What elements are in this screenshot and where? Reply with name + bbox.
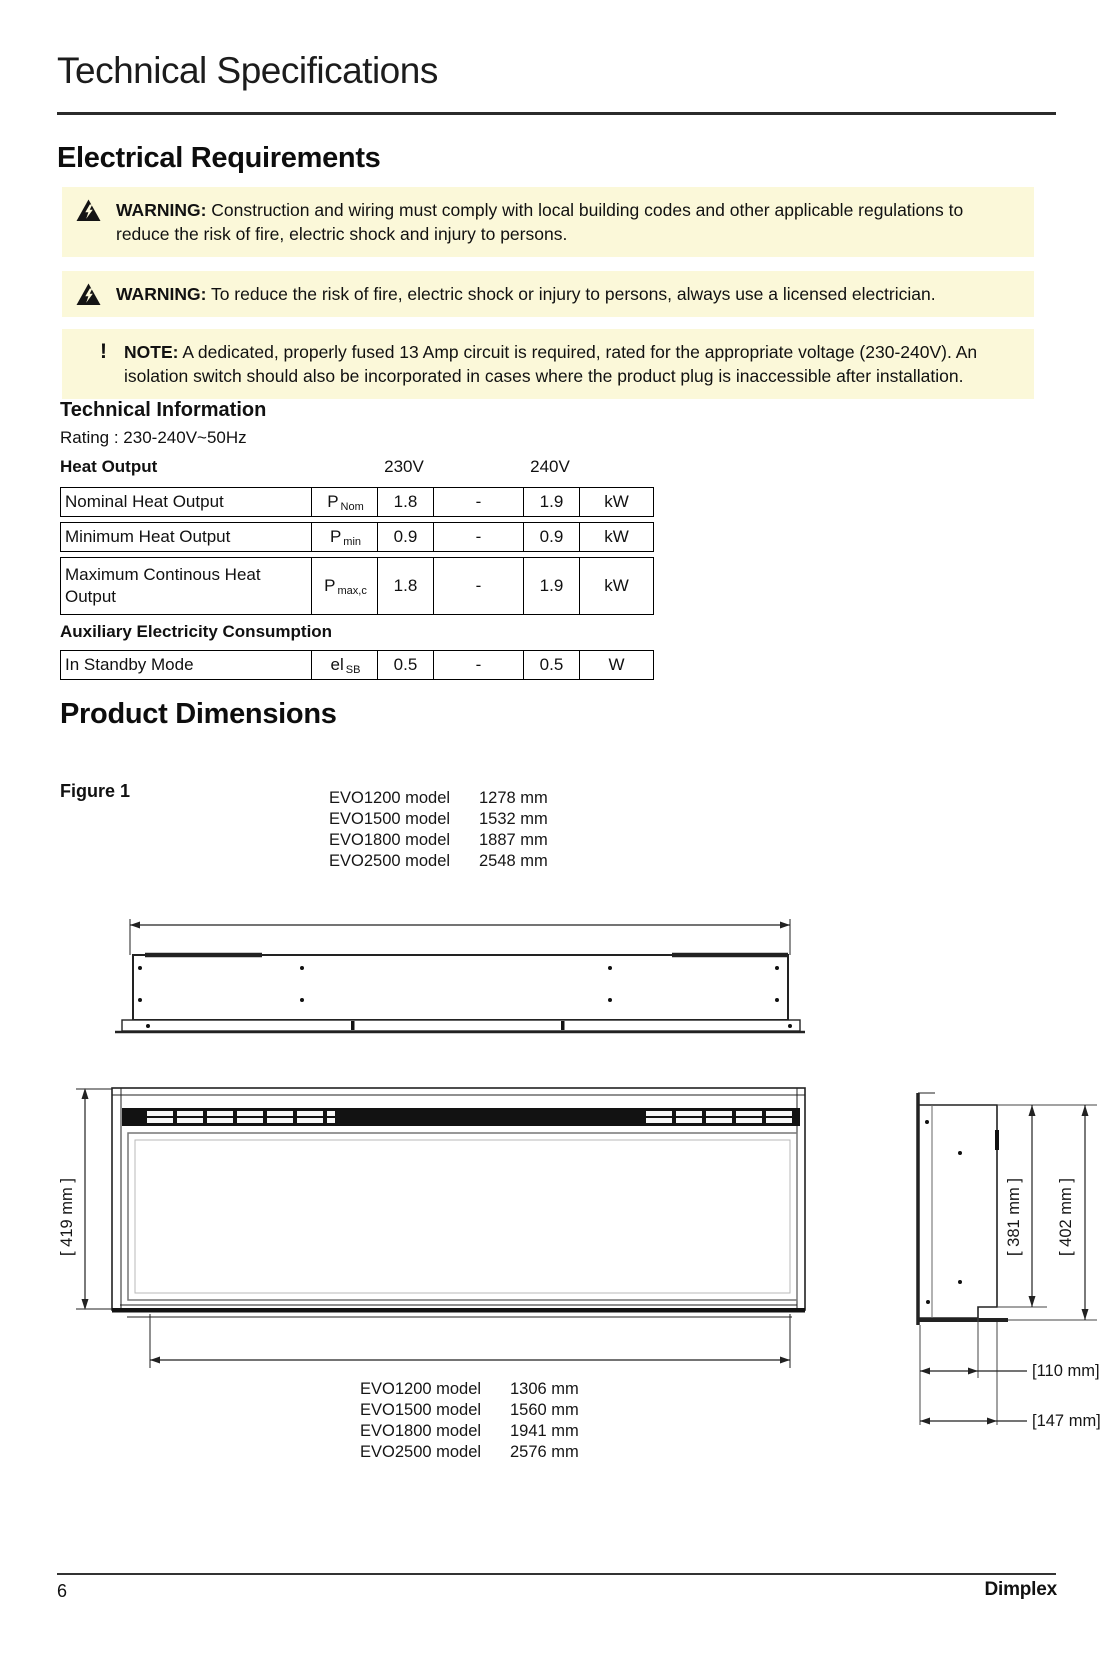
warning-label: WARNING: bbox=[116, 284, 207, 304]
top-view-drawing bbox=[115, 919, 805, 1032]
voltage-240-header: 240V bbox=[530, 457, 570, 476]
vent-row bbox=[646, 1111, 795, 1116]
section-electrical-requirements: Electrical Requirements bbox=[57, 142, 381, 174]
warning-icon bbox=[62, 187, 116, 227]
bottom-width-dimension-list bbox=[360, 1379, 579, 1463]
row-symbol: P $_{Nom}$ bbox=[311, 488, 377, 516]
value-230: 1.8 bbox=[377, 488, 433, 516]
value-240: 1.9 bbox=[523, 558, 579, 614]
grille-vents-left bbox=[145, 1109, 337, 1125]
dash-cell: - bbox=[433, 488, 523, 516]
grille-vents-right bbox=[644, 1109, 797, 1125]
row-symbol: P $_{min}$ bbox=[311, 523, 377, 551]
aux-consumption-heading: Auxiliary Electricity Consumption bbox=[60, 622, 333, 641]
heat-output-label: Heat Output bbox=[60, 457, 158, 476]
figure-1 bbox=[57, 778, 1113, 1478]
table-row bbox=[60, 557, 654, 615]
warning-box-2 bbox=[62, 271, 1034, 317]
front-view-drawing bbox=[76, 1088, 805, 1368]
spacer bbox=[432, 455, 522, 479]
warning-label: WARNING: bbox=[116, 200, 207, 220]
row-symbol: P $_{max,c}$ bbox=[311, 558, 377, 614]
brand-logo: Dimplex bbox=[984, 1579, 1057, 1600]
depth-147-label: [147 mm] bbox=[1032, 1412, 1101, 1430]
dash-cell: - bbox=[433, 558, 523, 614]
unit-cell: kW bbox=[579, 488, 653, 516]
vent-row bbox=[147, 1118, 335, 1123]
note-label: NOTE: bbox=[124, 342, 179, 362]
page-title: Technical Specifications bbox=[57, 50, 438, 91]
unit-cell: kW bbox=[579, 558, 653, 614]
page-number: 6 bbox=[57, 1581, 68, 1601]
technical-information-heading: Technical Information bbox=[60, 399, 267, 421]
row-label: In Standby Mode bbox=[65, 655, 194, 674]
unit-cell: kW bbox=[579, 523, 653, 551]
value-240: 1.9 bbox=[523, 488, 579, 516]
warning-text-block bbox=[116, 271, 1034, 317]
table-row bbox=[60, 650, 654, 680]
warning-body: Construction and wiring must comply with local building codes and other applicable regulations to reduce the risk of fire, electric shock and injury to persons. bbox=[116, 200, 964, 244]
technical-drawing bbox=[57, 778, 1113, 1478]
value-230: 0.9 bbox=[377, 523, 433, 551]
list-item: EVO1500 model 1560 mm bbox=[360, 1401, 579, 1419]
dash-cell: - bbox=[433, 523, 523, 551]
dash-cell: - bbox=[433, 651, 523, 679]
note-body: A dedicated, properly fused 13 Amp circuit is required, rated for the appropriate voltage (230-240V). An isolation switch should also be incorporated in cases where the product plug is inaccessible after installation. bbox=[124, 342, 978, 386]
list-item: EVO1200 model 1306 mm bbox=[360, 1380, 579, 1398]
note-text-block bbox=[124, 329, 1033, 399]
depth-402-label: [ 402 mm ] bbox=[1057, 1178, 1075, 1256]
warning-icon bbox=[62, 271, 116, 311]
section-product-dimensions: Product Dimensions bbox=[60, 698, 337, 730]
depth-110-label: [110 mm] bbox=[1032, 1362, 1100, 1380]
table-row bbox=[60, 487, 654, 517]
table-row bbox=[60, 522, 654, 552]
note-box bbox=[62, 329, 1034, 399]
rating-text: Rating : 230-240V~50Hz bbox=[60, 428, 247, 447]
vent-row bbox=[147, 1111, 335, 1116]
list-item: EVO1800 model 1941 mm bbox=[360, 1422, 579, 1440]
list-item: EVO2500 model 2576 mm bbox=[360, 1443, 579, 1461]
voltage-230-header: 230V bbox=[384, 457, 424, 476]
title-rule bbox=[57, 112, 1056, 115]
height-dimension-label: [ 419 mm ] bbox=[58, 1178, 76, 1256]
list-item: EVO1800 model 1887 mm bbox=[329, 831, 548, 849]
warning-box-1 bbox=[62, 187, 1034, 257]
warning-text-block bbox=[116, 187, 1034, 257]
value-230: 0.5 bbox=[377, 651, 433, 679]
vent-row bbox=[646, 1118, 795, 1123]
spacer bbox=[310, 455, 376, 479]
row-symbol: el $_{SB}$ bbox=[311, 651, 377, 679]
list-item: EVO1500 model 1532 mm bbox=[329, 810, 548, 828]
row-label: Maximum Continous Heat Output bbox=[65, 565, 261, 606]
exclamation-icon: ! bbox=[100, 340, 107, 363]
row-label: Minimum Heat Output bbox=[65, 527, 231, 546]
row-label: Nominal Heat Output bbox=[65, 492, 224, 511]
unit-cell: W bbox=[579, 651, 653, 679]
depth-381-label: [ 381 mm ] bbox=[1005, 1178, 1023, 1256]
warning-body: To reduce the risk of fire, electric shock or injury to persons, always use a licensed electrician. bbox=[210, 284, 936, 304]
figure-label: Figure 1 bbox=[60, 781, 131, 801]
heat-output-header-row bbox=[60, 455, 652, 479]
list-item: EVO2500 model 2548 mm bbox=[329, 852, 548, 870]
value-240: 0.5 bbox=[523, 651, 579, 679]
value-230: 1.8 bbox=[377, 558, 433, 614]
footer-rule bbox=[57, 1573, 1056, 1575]
value-240: 0.9 bbox=[523, 523, 579, 551]
list-item: EVO1200 model 1278 mm bbox=[329, 789, 548, 807]
spacer bbox=[578, 455, 652, 479]
